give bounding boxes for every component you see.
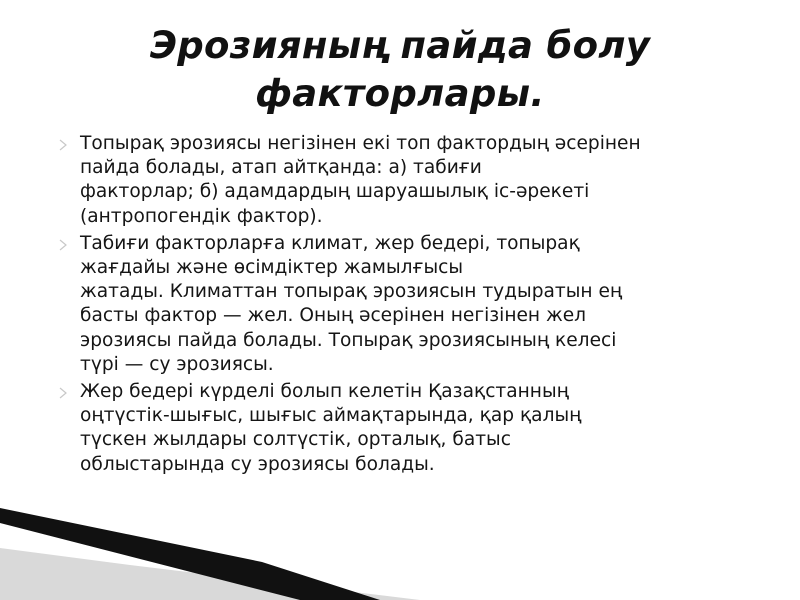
paragraph-line: эрозиясы пайда болады. Топырақ эрозиясының келесі [80,329,617,351]
paragraph-line: оңтүстік-шығыс, шығыс аймақтарында, қар қалың [80,405,582,427]
slide-title-line-2: факторлары. [255,72,545,115]
paragraph-line: Жер бедері күрделі болып келетін Қазақстанның [80,381,569,403]
slide-title [80,22,720,118]
paragraph-line: Топырақ эрозиясы негізінен екі топ фактордың әсерінен [80,133,641,154]
paragraph-line: басты фактор — жел. Оның әсерінен негізінен жел [80,305,587,327]
paragraph-1 [58,132,748,229]
paragraph-line: түскен жылдары солтүстік, орталық, батыс [80,429,511,451]
paragraph-line: Табиғи факторларға климат, жер бедері, топырақ [80,232,580,254]
paragraph-line: факторлар; б) адамдардың шаруашылық іс-әрекеті [80,181,590,203]
chevron-outline-icon [58,387,68,399]
chevron-outline-icon [58,239,68,251]
swoosh-dark [0,508,380,600]
paragraph-line: жатады. Климаттан топырақ эрозиясын тудыратын ең [80,281,623,303]
paragraph-line: облыстарында су эрозиясы болады. [80,453,435,475]
slide-body [58,132,748,480]
paragraph-2 [58,232,748,377]
chevron-outline-icon [58,139,68,151]
paragraph-3 [58,380,748,477]
paragraph-line: пайда болады, атап айтқанда: а) табиғи [80,157,482,179]
swoosh-light [0,548,420,600]
paragraph-line: (антропогендік фактор). [80,205,323,227]
paragraph-line: түрі — су эрозиясы. [80,353,274,375]
slide-title-line-1: Эрозияның пайда болу [149,24,651,67]
paragraph-line: жағдайы және өсімдіктер жамылғысы [80,257,464,279]
